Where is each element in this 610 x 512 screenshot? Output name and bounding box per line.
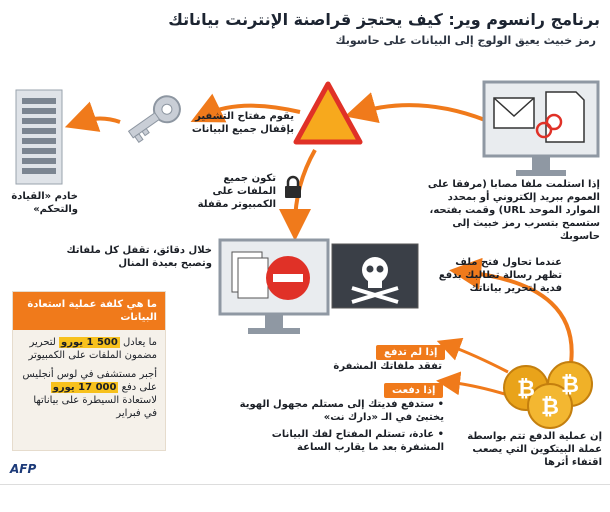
pay-list bbox=[228, 398, 444, 454]
cost-box-title: ما هي كلفة عملية استعادة البيانات bbox=[13, 292, 165, 330]
cost-item-2-pre: أجبر مستشفى في لوس أنجليس على دفع bbox=[22, 369, 157, 393]
key-text: يقوم مفتاح التشفير بإقفال جميع البيانات bbox=[191, 111, 294, 135]
arrow-bitcoin-to-pay bbox=[448, 382, 508, 395]
server-label: خادم «القيادة والتحكم» bbox=[11, 191, 78, 215]
no-pay-label: إذا لم تدفع bbox=[376, 345, 445, 360]
cost-item-2-post: لاستعادة السيطرة على بياناتها في فبراير bbox=[33, 395, 157, 419]
arrow-email-to-warning bbox=[360, 105, 485, 120]
ransom-text: عندما تحاول فتح ملف تظهر رسالة تطالبك بدفع فدية لتحرير بياناتك bbox=[438, 257, 562, 294]
email-monitor-icon bbox=[482, 80, 600, 182]
pay-item-2: • عادة، تستلم المفتاح لفك البيانات المشفرة بعد ما يقارب الساعة bbox=[228, 428, 444, 454]
email-text: إذا استلمت ملفا مصابا (مرفقا على العموم ببريد إلكتروني أو بمحدد الموارد الموحد URL) وقمت بفتحه، ستسمح بتسرب رمز خبيث إلى حاسوبك bbox=[427, 179, 600, 242]
minutes-text: خلال دقائق، تقفل كل ملفاتك وتصبح بعيدة المنال bbox=[66, 245, 212, 269]
arrow-key-to-server bbox=[80, 119, 120, 123]
svg-text:₿: ₿ bbox=[541, 395, 559, 420]
footer-divider bbox=[0, 484, 610, 485]
arrow-bitcoin-to-nopay bbox=[448, 345, 508, 372]
afp-logo: AFP bbox=[10, 462, 37, 476]
cost-item-1-post: لتحرير مضمون الملفات على الكمبيوتر bbox=[28, 337, 157, 361]
cost-item-1-amount: 500 1 يورو bbox=[61, 337, 118, 348]
bitcoin-coins-icon bbox=[500, 360, 604, 432]
pay-item-1: • ستدفع فديتك إلى مستلم مجهول الهوية يختبئ في الـ «دارك نت» bbox=[228, 398, 444, 424]
bitcoin-text: إن عملية الدفع تتم بواسطة عملة البيتكوين التي يصعب اقتفاء أثرها bbox=[467, 431, 602, 468]
lock-text: تكون جميع الملفات على الكمبيوتر مقفلة bbox=[197, 173, 276, 210]
cost-item-2-amount: 000 17 يورو bbox=[52, 382, 117, 393]
skull-screen-icon bbox=[330, 236, 424, 312]
locked-monitor-icon bbox=[218, 238, 330, 342]
cost-item-1 bbox=[21, 336, 157, 362]
svg-text:₿: ₿ bbox=[561, 373, 579, 398]
no-pay-text: تفقد ملفاتك المشفرة bbox=[333, 361, 442, 372]
page-title: برنامج رانسوم وير: كيف يحتجز قراصنة الإنترنت بياناتك bbox=[168, 10, 600, 29]
svg-text:₿: ₿ bbox=[517, 377, 535, 402]
key-icon bbox=[118, 88, 188, 150]
cost-item-1-pre: ما يعادل bbox=[123, 337, 157, 348]
cost-box-body bbox=[13, 330, 165, 426]
pay-label: إذا دفعت bbox=[384, 383, 443, 398]
lock-icon bbox=[282, 174, 304, 200]
cost-item-2 bbox=[21, 368, 157, 420]
page-subtitle: رمز خبيث يعيق الولوج إلى البيانات على حاسوبك bbox=[335, 34, 596, 47]
warning-icon bbox=[292, 80, 364, 146]
cost-box bbox=[12, 291, 166, 451]
server-icon bbox=[14, 88, 64, 186]
